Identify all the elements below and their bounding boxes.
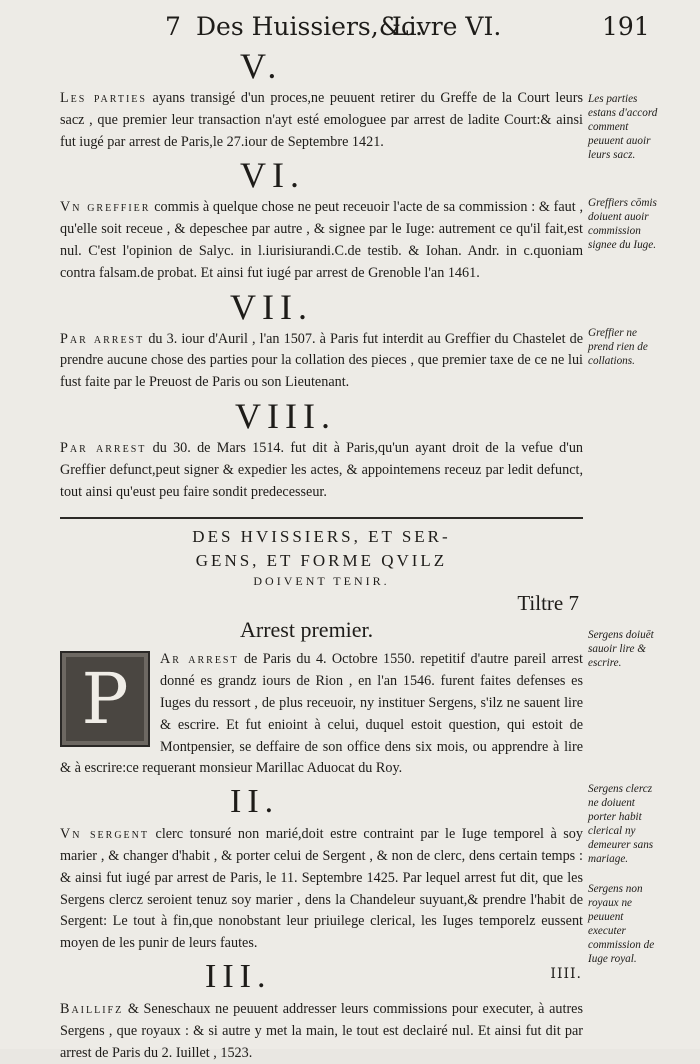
chapter-title-line: DOIVENT TENIR.	[253, 574, 390, 589]
section-numeral: II.	[230, 783, 280, 821]
header-livre: Livre VI.	[392, 12, 502, 41]
paragraph-body: commis à quelque chose ne peut receuoir l'acte de sa commission : & faut , qu'elle soit receue , & depeschee par autre , & signee par le Iuge: autrement ce qu'il fait,est nul. C'est l'opinion de Salyc. in l.iurisiurandi.C.de testib. & Iohan. Andr. in c.quoniam contra falsam.de probat. Et ainsi fut iugé par arrest de Grenoble l'an 1461.	[60, 199, 584, 281]
section-paragraph	[60, 329, 583, 394]
section-paragraph	[60, 999, 583, 1064]
main-text-column	[60, 44, 583, 1064]
catchword: IIII.	[550, 966, 582, 982]
paragraph-body: & Seneschaux ne peuuent addresser leurs commissions pour executer, à autres Sergens , que royaux : & si autre y met la main, le tout est declairé nul. Et ainsi fut dit par arrest de Paris du 2. Iuillet , 1523.	[60, 1000, 583, 1061]
paragraph-body: ayans transigé d'un proces,ne peuuent retirer du Greffe de la Court leurs sacz , que premier leur transaction n'ayt esté emologuee par arrest de ladite Court:& ainsi fut iugé par arrest de Paris,le 27.iour de Septembre 1421.	[60, 90, 583, 150]
running-header	[0, 10, 700, 44]
margin-note: Sergens non royaux ne peuuent executer commission de Iuge royal.	[588, 883, 655, 965]
paragraph-lead: Les parties	[60, 90, 147, 106]
arrest-heading: Arrest premier.	[240, 617, 374, 643]
ornamental-dropcap: P	[60, 651, 150, 747]
section-numeral: III.	[205, 957, 272, 995]
margin-note: Greffiers cōmis doiuent auoir commission signee du Iuge.	[588, 197, 657, 251]
paragraph-lead: Vn greffier	[60, 199, 151, 216]
section-numeral: V.	[240, 46, 283, 86]
section-numeral: VI.	[240, 155, 305, 196]
margin-note: Sergens doiuēt sauoir lire & escrire.	[588, 629, 654, 669]
paragraph-lead: Ar arrest	[160, 651, 239, 668]
titre-row	[60, 589, 583, 617]
paragraph-lead: Par arrest	[60, 439, 147, 456]
header-title: Des Huissiers,&c.	[196, 12, 423, 41]
margin-note: Sergens clercz ne doiuent porter habit clerical ny demeurer sans mariage.	[588, 783, 654, 865]
paragraph-body: clerc tonsuré non marié,doit estre contraint par le Iuge temporel à soy marier , & changer d'habit , & porter celui de Sergent , & non de clerc, dens certain temps : & ainsi fut iugé par arrest de Paris, le 11. Septembre 1425. Par lequel arrest fut dit, que les Sergens clercz seroient tenuz soy marier , dens la Chandeleur suyuant,& prendre l'habit de Sergent: Le tout à fin,que nonobstant leur priuilege clerical, les Iuges temporelz eussent moyen de les punir de leurs fautes.	[60, 826, 583, 952]
chapter-title-line: GENS, ET FORME QVILZ	[195, 551, 448, 571]
paragraph-lead: Par arrest	[60, 330, 145, 347]
section-paragraph	[60, 197, 583, 284]
page-number: 191	[602, 12, 650, 41]
tiltre-label: Tiltre 7	[517, 591, 579, 616]
section-numeral: VII.	[230, 286, 313, 327]
section-paragraph	[60, 438, 583, 503]
paragraph-body: du 30. de Mars 1514. fut dit à Paris,qu'un ayant droit de la vefue d'un Greffier defunct,peut signer & expedier les actes, & appointemens receuz par ledit defunct, tout ainsi qu'eust peu faire sondit predecesseur.	[60, 439, 584, 500]
paragraph-body: du 3. iour d'Auril , l'an 1507. à Paris fut interdit au Greffier du Chastelet de prendre aucune chose des parties pour la collation des pieces , que premier taxe de ce ne lui fust faite par le Preuost de Paris ou son Lieutenant.	[60, 330, 583, 391]
margin-note: Les parties estans d'accord comment peuuent auoir leurs sacz.	[588, 93, 658, 161]
paragraph-lead: Vn sergent	[60, 826, 149, 843]
paragraph-body: de Paris du 4. Octobre 1550. repetitif d'autre pareil arrest donné es grandz iours de Rion , en l'an 1546. furent faites defenses es Iuges du ressort , de plus receuoir, ny instituer Sergens, s'ilz ne sauent lire & escrire. Et fut enioint à celui, duquel estoit question, qui estoit de Montpensier, se deffaire de son office dens six mois, ou apprendre à lire & à escrire:ce requerant monsieur Marillac Aduocat du Roy.	[60, 651, 583, 777]
section-paragraph	[60, 88, 583, 153]
chapter-heading	[60, 517, 583, 589]
section-paragraph	[60, 824, 583, 955]
header-chapter-number: 7	[165, 12, 181, 41]
section-numeral: VIII.	[235, 395, 336, 436]
paragraph-lead: Baillifz	[60, 1000, 124, 1017]
margin-note: Greffier ne prend rien de collations.	[588, 327, 648, 367]
chapter-title-line: DES HVISSIERS, ET SER-	[192, 527, 451, 547]
arrest-one-block	[60, 649, 583, 780]
